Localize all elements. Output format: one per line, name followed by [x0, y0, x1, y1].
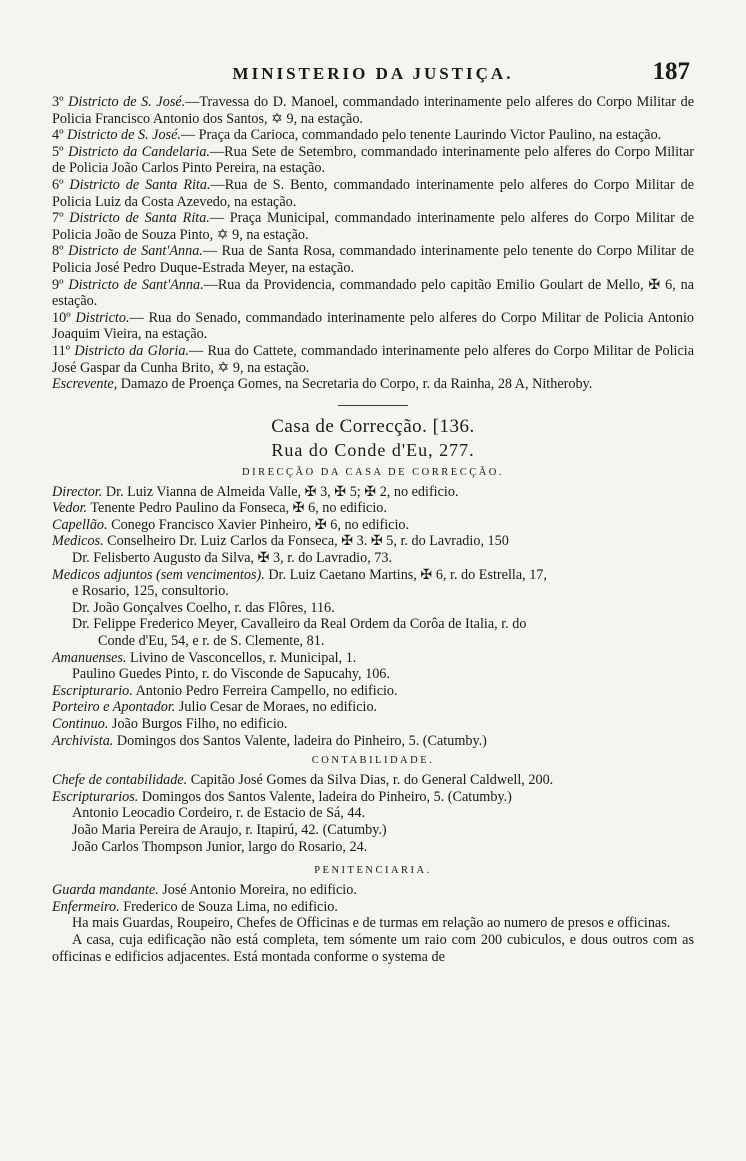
entry-text: Domingos dos Santos Valente, ladeira do Pinheiro, 5. (Catumby.): [141, 788, 512, 805]
entry-text: Antonio Pedro Ferreira Campello, no edificio.: [135, 682, 398, 699]
entry-text: Conde d'Eu, 54, e r. de S. Clemente, 81.: [98, 633, 325, 650]
district-entry: [52, 243, 694, 276]
entry-text: Capitão José Gomes da Silva Dias, r. do General Caldwell, 200.: [190, 772, 554, 789]
district-entry: [52, 210, 694, 243]
district-name: Districto de Santa Rita.: [69, 210, 210, 227]
penitenciaria-heading: PENITENCIARIA.: [314, 865, 432, 877]
direccao-line: [52, 583, 694, 600]
entry-text: Julio Cesar de Moraes, no edificio.: [178, 699, 378, 716]
direccao-line: [52, 716, 694, 733]
district-entry: [52, 144, 694, 177]
district-name: Districto de S. José.: [67, 127, 181, 144]
entry-label: Escripturario.: [52, 682, 133, 699]
entry-label: Chefe de contabilidade.: [52, 772, 188, 789]
direccao-line: [52, 733, 694, 750]
district-text: — Praça Municipal, commandado interinamente pelo alferes do Corpo Militar de Policia João de Souza Pinto, ✡ 9, na estação.: [52, 210, 694, 243]
entry-text: Frederico de Souza Lima, no edificio.: [123, 898, 338, 915]
entry-text: Paulino Guedes Pinto, r. do Visconde de Sapucahy, 106.: [72, 666, 390, 683]
district-text: — Rua do Senado, commandado interinamente pelo alferes do Corpo Militar de Policia Antonio Joaquim Vieira, na estação.: [52, 309, 694, 343]
entry-text: Dr. Felippe Frederico Meyer, Cavalleiro da Real Ordem da Corôa de Italia, r. do: [72, 616, 527, 633]
district-entry: [52, 343, 694, 376]
contabilidade-line: [52, 789, 694, 806]
district-name: Districto de Sant'Anna.: [68, 276, 204, 293]
entry-label: Guarda mandante.: [52, 882, 159, 899]
entry-label: Continuo.: [52, 716, 109, 732]
direccao-line: [52, 550, 694, 567]
escrevente-label: Escrevente,: [52, 376, 118, 393]
district-number: 6º: [52, 176, 64, 193]
entry-text: João Maria Pereira de Araujo, r. Itapirú, 42. (Catumby.): [72, 821, 387, 838]
entry-text: Livino de Vasconcellos, r. Municipal, 1.: [130, 649, 357, 666]
contabilidade-heading: CONTABILIDADE.: [311, 755, 435, 767]
direccao-line: [52, 650, 694, 667]
contabilidade-list: [52, 772, 694, 855]
direccao-heading: DIRECÇÃO DA CASA DE CORRECÇÃO.: [242, 466, 504, 478]
direccao-line: [52, 616, 694, 633]
direccao-line: [52, 683, 694, 700]
entry-text: Conselheiro Dr. Luiz Carlos da Fonseca, ✠ 3. ✠ 5, r. do Lavradio, 150: [107, 533, 509, 550]
entry-label: Medicos adjuntos (sem vencimentos).: [52, 566, 265, 583]
district-name: Districto da Candelaria.: [68, 143, 210, 160]
penitenciaria-line: [52, 899, 694, 916]
entry-text: e Rosario, 125, consultorio.: [72, 583, 229, 600]
entry-label: Medicos.: [52, 533, 104, 550]
page-header: [52, 58, 694, 94]
contabilidade-line: [52, 822, 694, 839]
entry-label: Archivista.: [52, 732, 114, 749]
escrevente-text: Damazo de Proença Gomes, na Secretaria do Corpo, r. da Rainha, 28 A, Nitheroby.: [120, 376, 593, 393]
entry-text: Dr. Luiz Vianna de Almeida Valle, ✠ 3, ✠ 5; ✠ 2, no edificio.: [105, 483, 459, 500]
running-title: MINISTERIO DA JUSTIÇA.: [232, 64, 514, 83]
district-name: Districto de Santa Rita.: [69, 176, 211, 193]
entry-text: João Burgos Filho, no edificio.: [111, 716, 288, 732]
entry-text: Tenente Pedro Paulino da Fonseca, ✠ 6, no edificio.: [90, 500, 387, 517]
entry-label: Director.: [52, 483, 103, 500]
entry-text: Conego Francisco Xavier Pinheiro, ✠ 6, no edificio.: [111, 516, 410, 533]
direccao-line: [52, 517, 694, 534]
paragraph: Ha mais Guardas, Roupeiro, Chefes de Officinas e de turmas em relação ao numero de presos e officinas.: [72, 915, 671, 932]
section-divider: [338, 405, 408, 406]
district-text: —Rua da Providencia, commandado pelo capitão Emilio Goulart de Mello, ✠ 6, na estação.: [52, 276, 694, 310]
district-text: — Praça da Carioca, commandado pelo tenente Laurindo Victor Paulino, na estação.: [180, 127, 662, 144]
entry-label: Escripturarios.: [52, 788, 139, 805]
district-text: —Rua de S. Bento, commandado interinamente pelo alferes do Corpo Militar de Policia Luiz da Costa Azevedo, na estação.: [52, 176, 694, 210]
entry-text: Antonio Leocadio Cordeiro, r. de Estacio de Sá, 44.: [72, 805, 366, 822]
contabilidade-line: [52, 772, 694, 789]
district-name: Districto.: [75, 309, 130, 326]
direccao-list: [52, 484, 694, 750]
entry-text: Domingos dos Santos Valente, ladeira do Pinheiro, 5. (Catumby.): [116, 732, 487, 749]
entry-label: Vedor.: [52, 500, 88, 517]
direccao-line: [52, 484, 694, 501]
page-number: 187: [652, 58, 690, 85]
escrevente-entry: [52, 376, 694, 393]
district-text: — Rua de Santa Rosa, commandado interinamente pelo tenente do Corpo Militar de Policia José Pedro Duque-Estrada Meyer, na estação.: [52, 243, 695, 276]
district-number: 8º: [52, 243, 64, 260]
district-entry: [52, 177, 694, 210]
entry-text: Dr. Felisberto Augusto da Silva, ✠ 3, r. do Lavradio, 73.: [72, 550, 393, 567]
district-name: Districto de Sant'Anna.: [68, 243, 203, 260]
district-number: 5º: [52, 143, 64, 160]
district-number: 4º: [52, 127, 64, 144]
contabilidade-line: [52, 839, 694, 856]
direccao-line: [52, 567, 694, 584]
direccao-line: [52, 533, 694, 550]
district-number: 10º: [52, 309, 71, 326]
district-text: — Rua do Cattete, commandado interinamente pelo alferes do Corpo Militar de Policia José Gaspar da Cunha Brito, ✡ 9, na estação.: [52, 342, 695, 376]
entry-text: José Antonio Moreira, no edificio.: [162, 882, 357, 899]
district-number: 3º: [52, 94, 64, 110]
district-text: —Rua Sete de Setembro, commandado interinamente pelo alferes do Corpo Militar de Policia João Carlos Pinto Pereira, na estação.: [52, 143, 694, 177]
district-name: Districto de S. José.: [68, 94, 186, 110]
district-text: —Travessa do D. Manoel, commandado interinamente pelo alferes do Corpo Militar de Policia Francisco Antonio dos Santos, ✡ 9, na estação.: [52, 94, 695, 127]
penitenciaria-line: [52, 882, 694, 899]
direccao-line: [52, 699, 694, 716]
direccao-line: [52, 666, 694, 683]
direccao-line: [52, 500, 694, 517]
entry-label: Enfermeiro.: [52, 898, 120, 915]
district-entry: [52, 127, 694, 144]
entry-label: Amanuenses.: [52, 649, 127, 666]
district-entry: [52, 310, 694, 343]
district-list: [52, 94, 694, 376]
district-number: 11º: [52, 342, 71, 359]
entry-text: Dr. Luiz Caetano Martins, ✠ 6, r. do Estrella, 17,: [268, 566, 547, 583]
district-number: 7º: [52, 210, 64, 227]
entry-label: Capellão.: [52, 516, 108, 533]
entry-label: Porteiro e Apontador.: [52, 699, 176, 716]
penitenciaria-list: [52, 882, 694, 915]
section-address: Rua do Conde d'Eu, 277.: [271, 439, 475, 460]
entry-text: Dr. João Gonçalves Coelho, r. das Flôres, 116.: [72, 599, 335, 616]
paragraph: A casa, cuja edificação não está completa, tem sómente um raio com 200 cubiculos, e dous outros com as officinas e edificios adjacentes. Está montada conforme o systema de: [52, 931, 694, 965]
district-name: Districto da Gloria.: [74, 342, 189, 359]
district-number: 9º: [52, 276, 64, 293]
district-entry: [52, 277, 694, 310]
section-title: Casa de Correcção. [136.: [271, 415, 475, 437]
contabilidade-line: [52, 805, 694, 822]
entry-text: João Carlos Thompson Junior, largo do Rosario, 24.: [72, 838, 368, 855]
direccao-line: [52, 600, 694, 617]
district-entry: [52, 94, 694, 127]
direccao-line: [52, 633, 694, 650]
description-paragraphs: [52, 915, 694, 965]
